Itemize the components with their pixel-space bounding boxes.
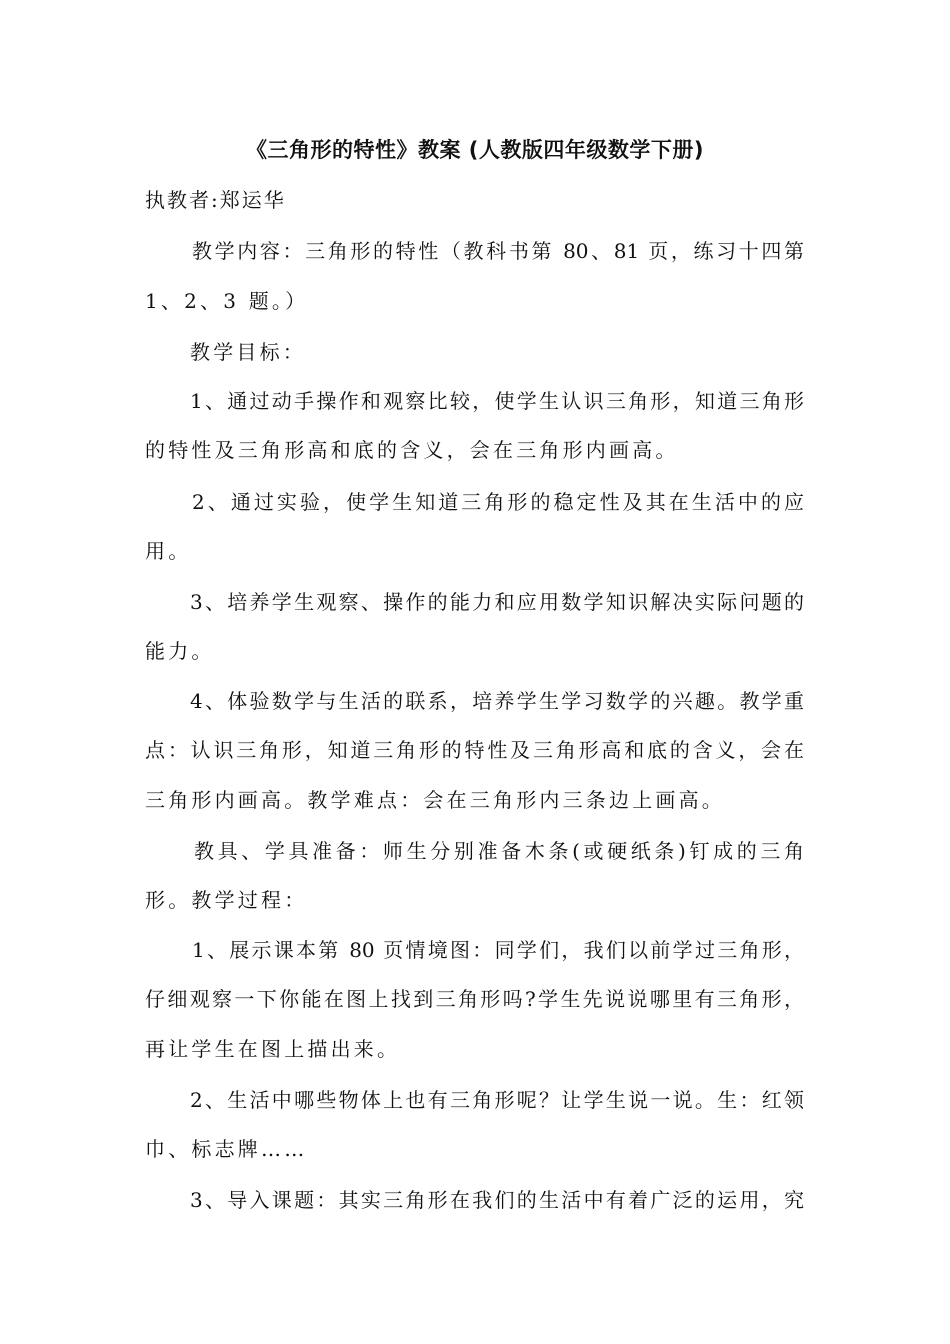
paragraph-line: 教学内容：三角形的特性（教科书第 80、81 页，练习十四第 — [192, 239, 804, 263]
paragraph-line: 4、体验数学与生活的联系，培养学生学习数学的兴趣。教学重 — [190, 689, 804, 713]
paragraph-line: 2、通过实验，使学生知道三角形的稳定性及其在生活中的应 — [192, 490, 804, 514]
paragraph-line: 用。 — [145, 539, 192, 563]
paragraph-line: 教具、学具准备：师生分别准备木条(或硬纸条)钉成的三角 — [194, 839, 804, 863]
paragraph-line: 能力。 — [145, 639, 215, 663]
paragraph-line: 形。教学过程： — [145, 888, 308, 912]
paragraph-line: 点：认识三角形，知道三角形的特性及三角形高和底的含义，会在 — [145, 738, 804, 762]
paragraph-line: 2、生活中哪些物体上也有三角形呢？让学生说一说。生：红领 — [190, 1088, 804, 1112]
paragraph-line: 再让学生在图上描出来。 — [145, 1037, 401, 1061]
paragraph-line: 3、培养学生观察、操作的能力和应用数学知识解决实际问题的 — [190, 590, 804, 614]
paragraph-line: 仔细观察一下你能在图上找到三角形吗?学生先说说哪里有三角形， — [145, 987, 804, 1011]
paragraph-line: 三角形内画高。教学难点：会在三角形内三条边上画高。 — [145, 788, 725, 812]
paragraph-line: 3、导入课题：其实三角形在我们的生活中有着广泛的运用，究 — [190, 1188, 804, 1212]
paragraph-line: 1、展示课本第 80 页情境图：同学们，我们以前学过三角形， — [192, 938, 804, 962]
document-title: 《三角形的特性》教案 (人教版四年级数学下册) — [245, 138, 704, 162]
paragraph-line: 1、2、3 题。） — [145, 289, 309, 313]
author-line: 执教者:郑运华 — [145, 188, 286, 212]
paragraph-line: 巾、标志牌…… — [145, 1137, 308, 1161]
paragraph-line: 的特性及三角形高和底的含义，会在三角形内画高。 — [145, 438, 679, 462]
paragraph-line: 1、通过动手操作和观察比较，使学生认识三角形，知道三角形 — [190, 389, 804, 413]
section-heading: 教学目标： — [190, 340, 306, 364]
